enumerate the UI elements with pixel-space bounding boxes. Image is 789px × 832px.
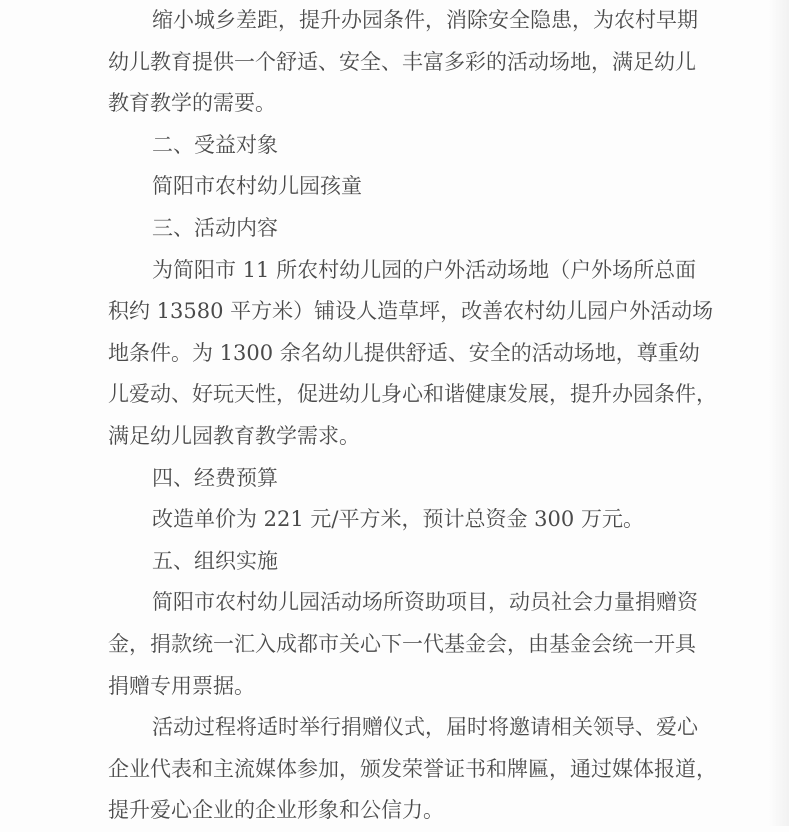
text-line: 满足幼儿园教育教学需求。 [108, 423, 360, 448]
text-line: 捐赠专用票据。 [108, 673, 255, 698]
paragraph [108, 250, 717, 458]
paragraph [108, 0, 698, 125]
text-line: 四、经费预算 [152, 465, 278, 490]
paragraph [108, 125, 692, 167]
paragraph [108, 541, 692, 583]
text-line: 二、受益对象 [152, 132, 278, 157]
text-line: 简阳市农村幼儿园孩童 [152, 174, 362, 199]
paragraph [108, 582, 698, 707]
text-line: 活动过程将适时举行捐赠仪式，届时将邀请相关领导、爱心 [152, 715, 698, 740]
text-line: 为简阳市 11 所农村幼儿园的户外活动场地（户外场所总面 [152, 257, 697, 282]
page-edge-shadow [769, 0, 789, 826]
text-line: 积约 13580 平方米）铺设人造草坪，改善农村幼儿园户外活动场 [108, 299, 714, 324]
text-line: 金，捐款统一汇入成都市关心下一代基金会，由基金会统一开具 [108, 631, 696, 656]
text-line: 简阳市农村幼儿园活动场所资助项目，动员社会力量捐赠资 [152, 590, 698, 615]
paragraph [108, 499, 692, 541]
text-line: 缩小城乡差距，提升办园条件，消除安全隐患，为农村早期 [152, 8, 698, 32]
paragraph [108, 458, 692, 500]
text-line: 幼儿教育提供一个舒适、安全、丰富多彩的活动场地，满足幼儿 [108, 49, 696, 74]
paragraph [108, 707, 717, 832]
text-line: 提升爱心企业的企业形象和公信力。 [108, 798, 444, 823]
paragraph [108, 166, 692, 208]
text-line: 儿爱动、好玩天性，促进幼儿身心和谐健康发展，提升办园条件， [108, 382, 717, 407]
text-line: 教育教学的需要。 [108, 91, 276, 116]
text-line: 五、组织实施 [152, 548, 278, 573]
text-line: 地条件。为 1300 余名幼儿提供舒适、安全的活动场地，尊重幼 [108, 340, 700, 365]
text-line: 三、活动内容 [152, 215, 278, 240]
text-line: 企业代表和主流媒体参加，颁发荣誉证书和牌匾，通过媒体报道， [108, 756, 717, 781]
text-line: 改造单价为 221 元/平方米，预计总资金 300 万元。 [152, 507, 644, 532]
document-page [108, 0, 717, 832]
paragraph [108, 208, 692, 250]
